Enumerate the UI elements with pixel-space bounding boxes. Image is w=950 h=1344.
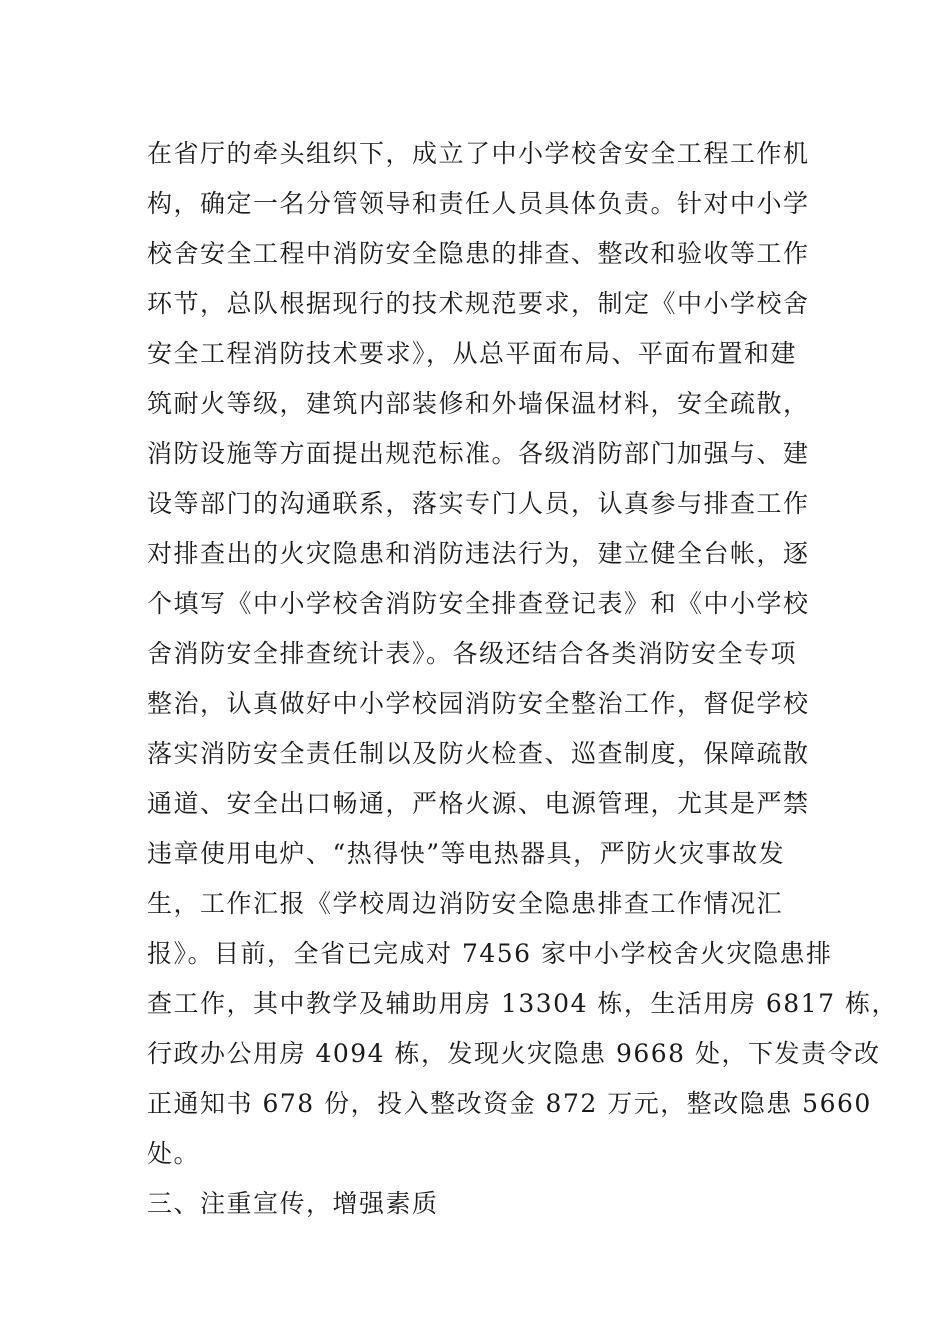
paragraph-line: 校舍安全工程中消防安全隐患的排查、整改和验收等工作 xyxy=(147,239,810,268)
paragraph-line: 处。 xyxy=(147,1139,201,1168)
body-text xyxy=(147,134,898,1234)
paragraph-line: 构，确定一名分管领导和责任人员具体负责。针对中小学 xyxy=(147,189,810,218)
paragraph-line: 环节，总队根据现行的技术规范要求，制定《中小学校舍 xyxy=(147,289,810,318)
paragraph-line: 正通知书 678 份，投入整改资金 872 万元，整改隐患 5660 xyxy=(147,1089,872,1118)
paragraph-line: 查工作，其中教学及辅助用房 13304 栋，生活用房 6817 栋， xyxy=(147,989,898,1018)
paragraph-line: 消防设施等方面提出规范标准。各级消防部门加强与、建 xyxy=(147,439,810,468)
paragraph-line: 在省厅的牵头组织下，成立了中小学校舍安全工程工作机 xyxy=(147,139,810,168)
paragraph-line: 通道、安全出口畅通，严格火源、电源管理，尤其是严禁 xyxy=(147,789,810,818)
paragraph-line: 设等部门的沟通联系，落实专门人员，认真参与排查工作 xyxy=(147,489,810,518)
paragraph-line: 舍消防安全排查统计表》。各级还结合各类消防安全专项 xyxy=(147,639,798,668)
paragraph-line: 报》。目前，全省已完成对 7456 家中小学校舍火灾隐患排 xyxy=(147,939,833,968)
paragraph-line: 筑耐火等级，建筑内部装修和外墙保温材料，安全疏散， xyxy=(147,389,810,418)
paragraph-line: 安全工程消防技术要求》，从总平面布局、平面布置和建 xyxy=(147,339,798,368)
paragraph-line: 对排查出的火灾隐患和消防违法行为，建立健全台帐，逐 xyxy=(147,539,810,568)
paragraph-line: 个填写《中小学校舍消防安全排查登记表》和《中小学校 xyxy=(147,589,810,618)
paragraph-line: 落实消防安全责任制以及防火检查、巡查制度，保障疏散 xyxy=(147,739,810,768)
paragraph-line: 整治，认真做好中小学校园消防安全整治工作，督促学校 xyxy=(147,689,810,718)
paragraph-line: 违章使用电炉、“热得快”等电热器具，严防火灾事故发 xyxy=(147,839,786,868)
paragraph-line: 行政办公用房 4094 栋，发现火灾隐患 9668 处，下发责令改 xyxy=(147,1039,881,1068)
section-heading: 三、注重宣传，增强素质 xyxy=(147,1189,439,1218)
paragraph-line: 生，工作汇报《学校周边消防安全隐患排查工作情况汇 xyxy=(147,889,784,918)
